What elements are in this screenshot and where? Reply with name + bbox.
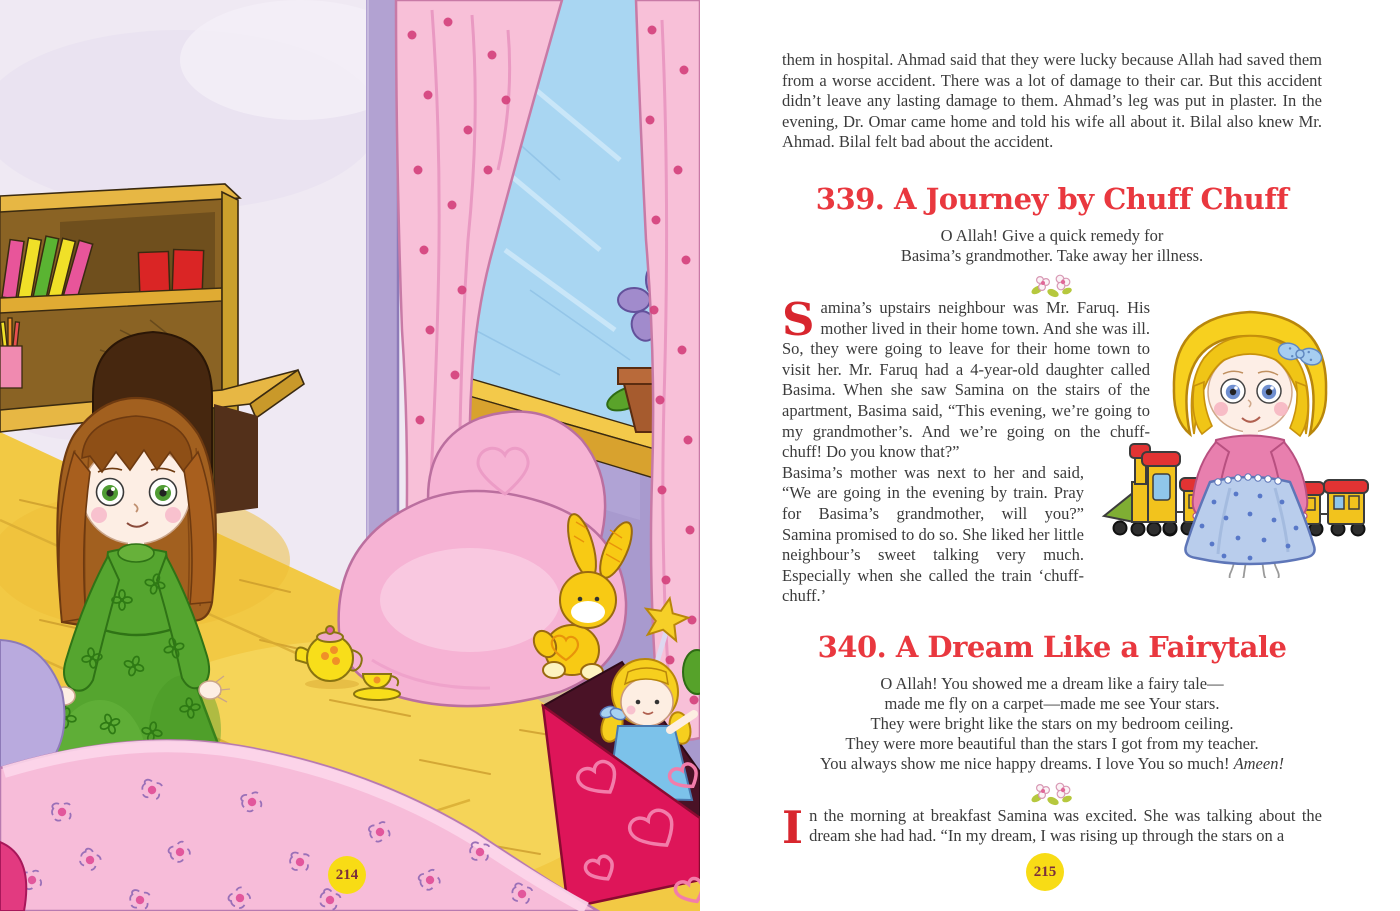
flower-ornament-icon bbox=[1029, 272, 1075, 298]
section-340-prayer bbox=[782, 674, 1322, 774]
prayer-line: made me fly on a carpet—made me see Your stars. bbox=[884, 693, 1220, 713]
page-number-badge-right: 215 bbox=[1026, 853, 1064, 891]
paragraph-text: amina’s upstairs neighbour was Mr. Faruq. His mother lived in their home town. And she was ill. So, they were going to leave for their home town to visit her. Mr. Faruq had a 4-year-old daughter called Basima. When she saw Samina on the stairs of the apartment, Basima said, “This evening, we’re going to my grandmother’s. And we’re going on the chuff-chuff! Do you know that?” bbox=[782, 297, 1150, 462]
prayer-line-text: You always show me nice happy dreams. I love You so much! bbox=[820, 753, 1230, 773]
paragraph-text: n the morning at breakfast Samina was excited. She was talking about the dream she had had. “In my dream, I was rising up through the stars on a bbox=[809, 805, 1322, 846]
drop-cap: S bbox=[782, 292, 815, 346]
prayer-line: O Allah! Give a quick remedy for bbox=[940, 225, 1164, 245]
ameen-italic: Ameen! bbox=[1233, 753, 1284, 773]
section-340-heading: 340. A Dream Like a Fairytale bbox=[817, 629, 1287, 664]
prayer-line: They were more beautiful than the stars I got from my teacher. bbox=[845, 733, 1259, 753]
prayer-line-with-ameen bbox=[782, 754, 1322, 774]
section-339-prayer bbox=[782, 226, 1322, 266]
prayer-line: They were bright like the stars on my bedroom ceiling. bbox=[870, 713, 1234, 733]
girl-with-train-illustration bbox=[1090, 288, 1400, 578]
prayer-line: Basima’s grandmother. Take away her illness. bbox=[900, 245, 1204, 265]
paragraph-text: Basima’s mother was next to her and said, “We are going in the evening by train. Pray for Basima’s grandmother, will you?” Samina promised to do so. She liked her little neighbour’s sweet talking very much. Especially when she called the train ‘chuff- chuff.’ bbox=[782, 462, 1084, 606]
intro-paragraph: them in hospital. Ahmad said that they were lucky because Allah had saved them from a worse accident. There was a lot of damage to their car. But this accident didn’t leave any lasting damage to them. Ahmad’s leg was put in plaster. In the evening, Dr. Omar came home and told his wife all about it. Bilal also knew Mr. Ahmad. Bilal felt bad about the accident. bbox=[782, 50, 1322, 152]
toddler-girl bbox=[1174, 312, 1326, 578]
drop-cap: I bbox=[782, 800, 804, 854]
section-340-paragraph bbox=[782, 800, 1322, 854]
section-339-heading: 339. A Journey by Chuff Chuff bbox=[815, 181, 1289, 216]
flower-ornament-icon bbox=[1029, 780, 1075, 806]
prayer-line: O Allah! You showed me a dream like a fairy tale— bbox=[880, 673, 1224, 693]
page-number-badge-left: 214 bbox=[328, 856, 366, 894]
